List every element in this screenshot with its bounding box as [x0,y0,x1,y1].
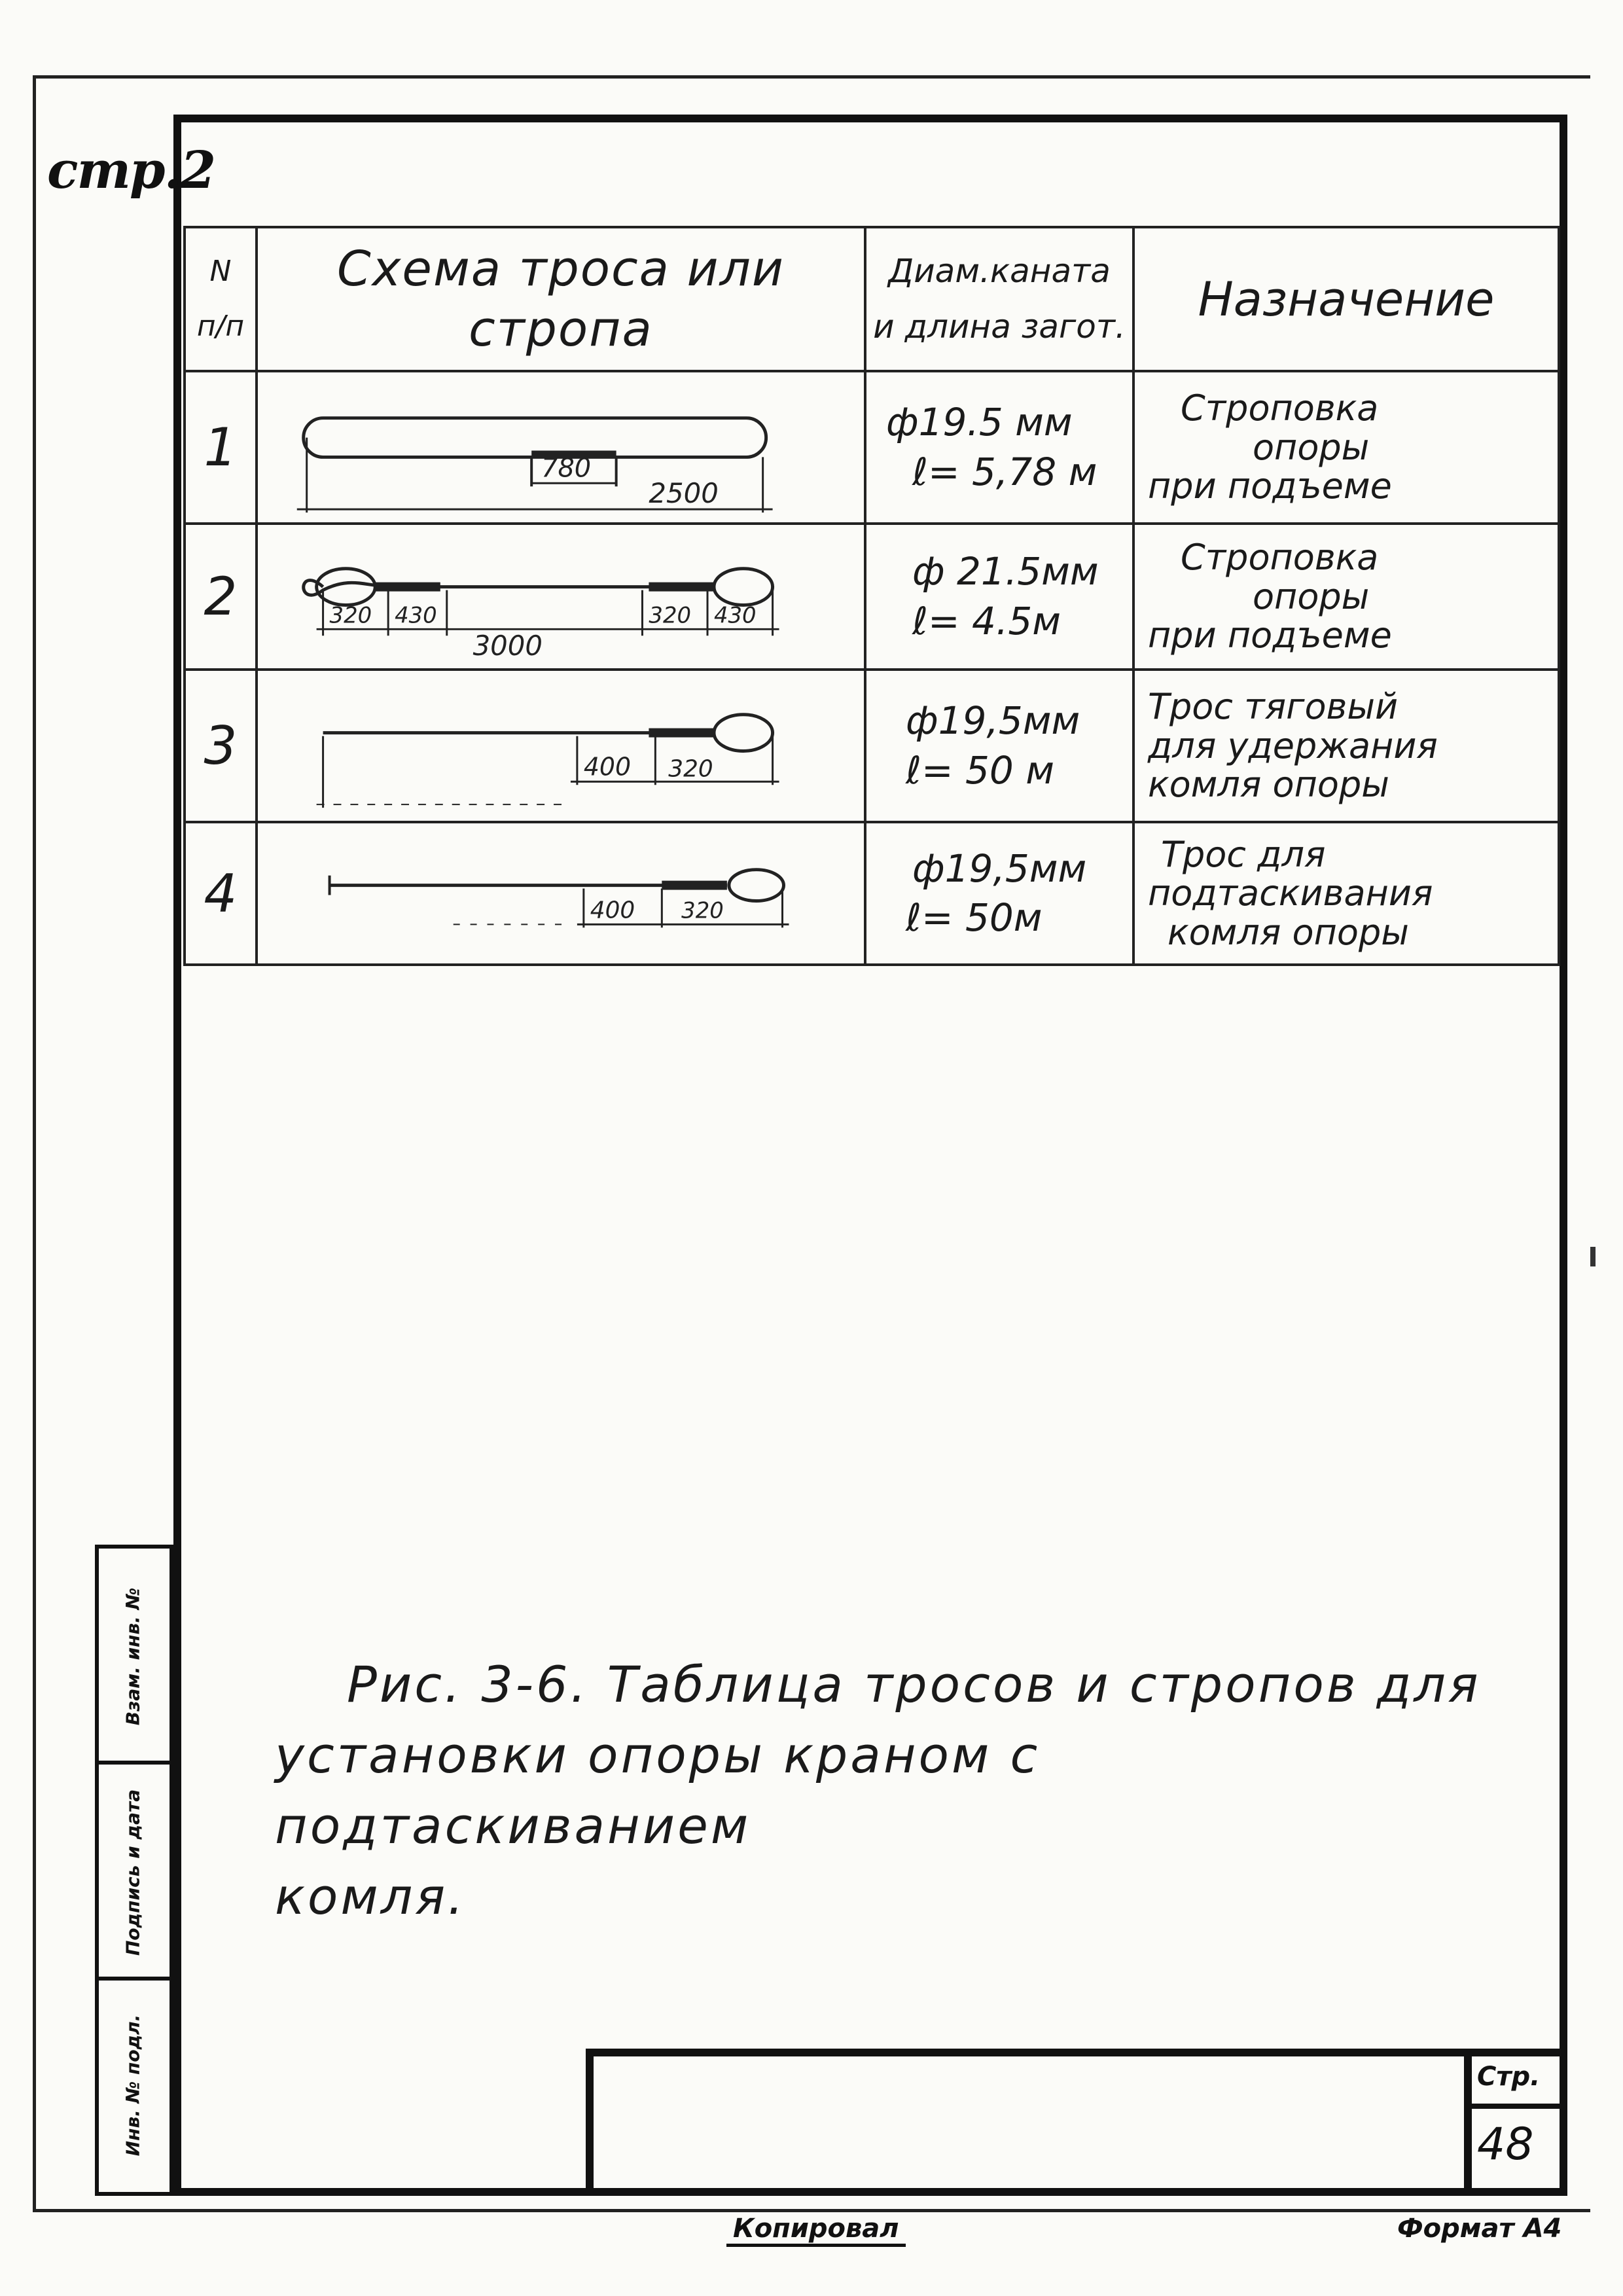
purpose-cell [1133,670,1559,822]
header-diam-line1: Диам.каната [888,252,1111,290]
header-num-line2: п/п [196,310,245,343]
dim-label: 2500 [649,477,719,510]
dim-label: 320 [668,755,713,783]
blank-length: ℓ= 50м [906,895,1043,941]
header-diameter [865,227,1133,371]
rope-diameter: ф 21.5мм [912,549,1099,594]
purpose-line: комля опоры [1148,764,1389,806]
purpose-line: при подъеме [1148,465,1392,507]
corner-page-mark: стр.2 [47,141,215,200]
purpose-line: комля опоры [1168,911,1409,953]
blank-length: ℓ= 5,78 м [912,449,1097,494]
stamp-label: Подпись и дата [122,1789,144,1956]
header-num [185,227,257,371]
purpose-cell [1133,371,1559,524]
diameter-length-cell [865,524,1133,670]
stamp-cell [99,1549,169,1765]
caption-line: комля. [275,1867,467,1926]
rope-scheme-drawing-2 [258,525,864,668]
purpose-line: при подъеме [1148,615,1392,656]
row-number: 4 [185,822,257,965]
purpose-cell [1133,822,1559,965]
purpose-line: Строповка [1181,387,1379,429]
page-number: 48 [1477,2119,1534,2170]
caption-line: установки опоры краном с подтаскиванием [275,1725,1041,1855]
purpose-line: Трос для [1161,833,1326,875]
header-scheme-line2: стропа [469,301,653,357]
footer-format: Формат А4 [1397,2214,1562,2244]
purpose-line: Строповка [1181,537,1379,579]
table-row [185,524,1559,670]
header-diam-line2: и длина загот. [873,308,1126,346]
rope-diameter: ф19,5мм [912,846,1087,891]
row-number: 1 [185,371,257,524]
dim-label: 320 [649,602,692,628]
purpose-line: опоры [1253,426,1370,468]
stamp-cell [99,1981,169,2192]
rope-scheme-drawing-3 [258,671,864,821]
rope-diameter: ф19.5 мм [886,400,1073,445]
diameter-length-cell [865,371,1133,524]
figure-caption [275,1649,1518,1932]
purpose-line: подтаскивания [1148,872,1433,914]
rope-sling-table [183,226,1560,966]
dim-label: 780 [541,453,592,484]
right-eye-loop [729,870,784,901]
diameter-length-cell [865,670,1133,822]
table-row [185,822,1559,965]
header-scheme-line1: Схема троса или [336,240,785,297]
purpose-line: опоры [1253,575,1370,617]
dim-label: 3000 [473,630,543,662]
right-eye-loop [714,569,773,605]
header-purpose: Назначение [1133,227,1559,371]
frame-tick-mark [1590,1247,1596,1266]
clamp-mark [649,728,714,738]
header-scheme [257,227,865,371]
table-header-row [185,227,1559,371]
dim-label: 400 [583,752,632,781]
header-num-line1: N [209,255,232,289]
table-row [185,371,1559,524]
purpose-line: Трос тяговый [1148,686,1399,728]
blank-length: ℓ= 4.5м [912,598,1061,643]
clamp-mark [662,881,727,890]
diameter-length-cell [865,822,1133,965]
rope-scheme-cell [257,822,865,965]
stamp-label: Инв. № подл. [122,2014,144,2157]
stamp-cell [99,1765,169,1981]
left-stamp-strip [95,1545,173,2196]
dim-label: 320 [329,602,372,628]
row-number: 2 [185,524,257,670]
page-label: Стр. [1477,2062,1541,2092]
purpose-line: для удержания [1148,725,1438,766]
dim-label: 400 [590,897,635,924]
rope-scheme-drawing-1 [258,372,864,522]
purpose-cell [1133,524,1559,670]
dim-label: 430 [395,602,437,628]
footer-copied-by: Копировал [726,2214,906,2247]
title-block-separator [1464,2056,1472,2196]
rope-scheme-cell [257,670,865,822]
left-eye-loop [317,569,376,605]
rope-scheme-drawing-4 [258,823,864,963]
rope-scheme-cell [257,371,865,524]
rope-scheme-cell [257,524,865,670]
row-number: 3 [185,670,257,822]
caption-line: Рис. 3-6. Таблица тросов и стропов для [347,1655,1481,1713]
table-row [185,670,1559,822]
dim-label: 320 [681,897,724,924]
title-block [586,2049,1567,2196]
dim-label: 430 [713,602,757,628]
blank-length: ℓ= 50 м [906,747,1054,793]
rope-diameter: ф19,5мм [906,698,1080,744]
clamp-mark [375,583,440,592]
stamp-label: Взам. инв. № [122,1587,144,1726]
right-eye-loop [714,715,773,751]
clamp-mark [649,583,714,592]
